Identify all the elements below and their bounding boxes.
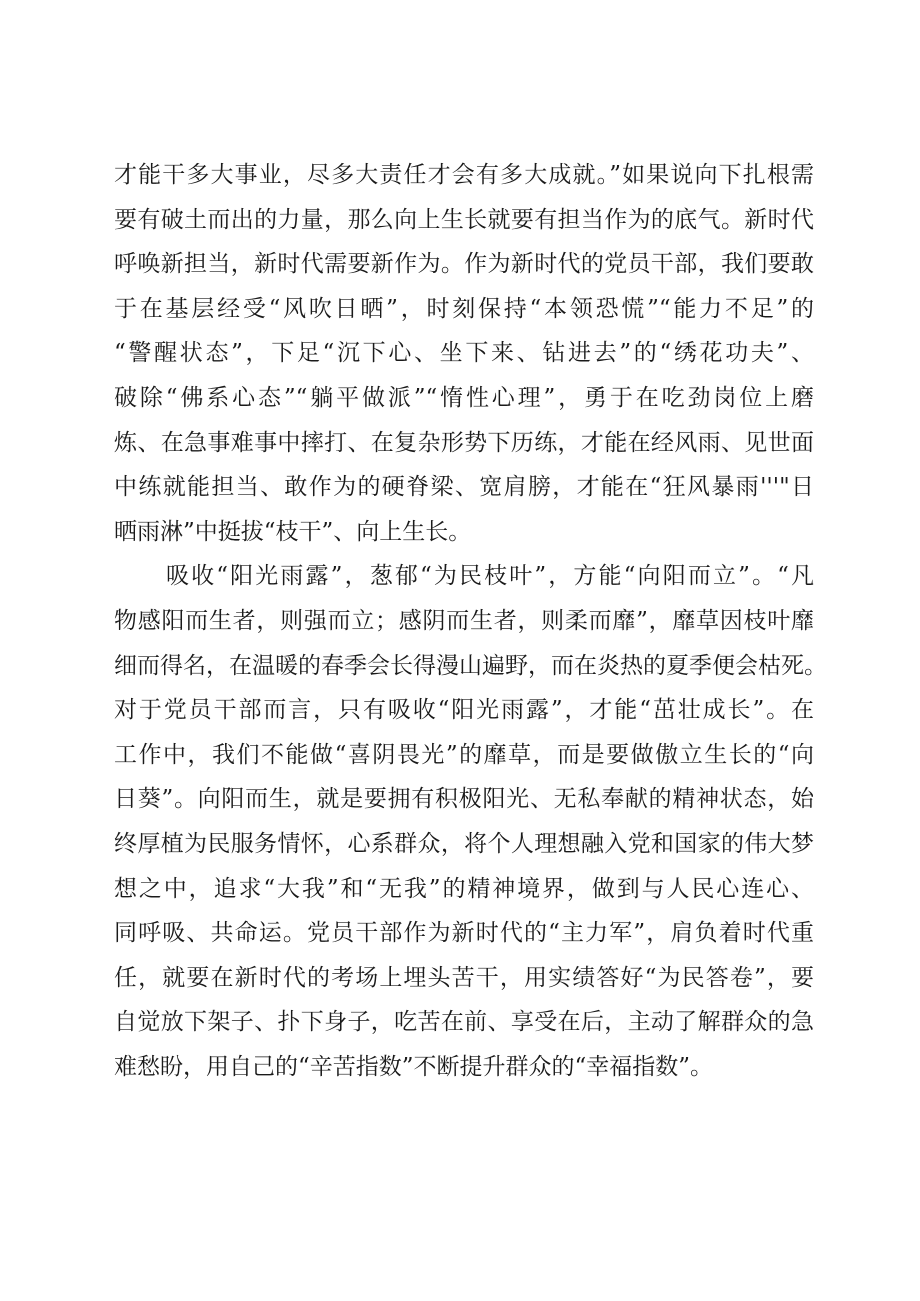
paragraph-line: 吸收“阳光雨露”，葱郁“为民枝叶”，方能“向阳而立”。“凡 [166, 563, 814, 590]
paragraph-line: “警醒状态”，下足“沉下心、坐下来、钻进去”的“绣花功夫”、 [114, 340, 814, 367]
body-text [114, 153, 827, 1089]
paragraph-line: 呼唤新担当，新时代需要新作为。作为新时代的党员干部，我们要敢 [114, 251, 814, 278]
paragraph-line: 任，就要在新时代的考场上埋头苦干，用实绩答好“为民答卷”，要 [114, 964, 814, 991]
paragraph-2 [114, 554, 827, 1089]
paragraph-line: 日葵”。向阳而生，就是要拥有积极阳光、无私奉献的精神状态，始 [114, 786, 814, 813]
paragraph-line: 要有破土而出的力量，那么向上生长就要有担当作为的底气。新时代 [114, 206, 814, 233]
paragraph-1 [114, 153, 814, 554]
paragraph-line: 想之中，追求“大我”和“无我”的精神境界，做到与人民心连心、 [114, 875, 814, 902]
paragraph-line: 晒雨淋”中挺拔“枝干”、向上生长。 [114, 518, 472, 545]
paragraph-line: 同呼吸、共命运。党员干部作为新时代的“主力军”，肩负着时代重 [114, 920, 814, 947]
paragraph-line: 难愁盼，用自己的“辛苦指数”不断提升群众的“幸福指数”。 [114, 1053, 714, 1080]
paragraph-line: 自觉放下架子、扑下身子，吃苦在前、享受在后，主动了解群众的急 [114, 1009, 814, 1036]
paragraph-line: 于在基层经受“风吹日晒”，时刻保持“本领恐慌”“能力不足”的 [114, 295, 814, 322]
paragraph-line: 才能干多大事业，尽多大责任才会有多大成就。”如果说向下扎根需 [114, 162, 814, 188]
paragraph-line: 细而得名，在温暖的春季会长得漫山遍野，而在炎热的夏季便会枯死。 [114, 652, 827, 679]
paragraph-line: 物感阳而生者，则强而立；感阴而生者，则柔而靡”，靡草因枝叶靡 [114, 607, 814, 634]
paragraph-line: 工作中，我们不能做“喜阴畏光”的靡草，而是要做傲立生长的“向 [114, 741, 814, 768]
paragraph-line: 对于党员干部而言，只有吸收“阳光雨露”，才能“茁壮成长”。在 [114, 697, 814, 724]
paragraph-line: 中练就能担当、敢作为的硬脊梁、宽肩膀，才能在“狂风暴雨'''"日 [114, 474, 814, 501]
paragraph-line: 破除“佛系心态”“躺平做派”“惰性心理”，勇于在吃劲岗位上磨 [114, 384, 814, 411]
paragraph-line: 终厚植为民服务情怀，心系群众，将个人理想融入党和国家的伟大梦 [114, 830, 814, 857]
paragraph-line: 炼、在急事难事中摔打、在复杂形势下历练，才能在经风雨、见世面 [114, 429, 814, 456]
